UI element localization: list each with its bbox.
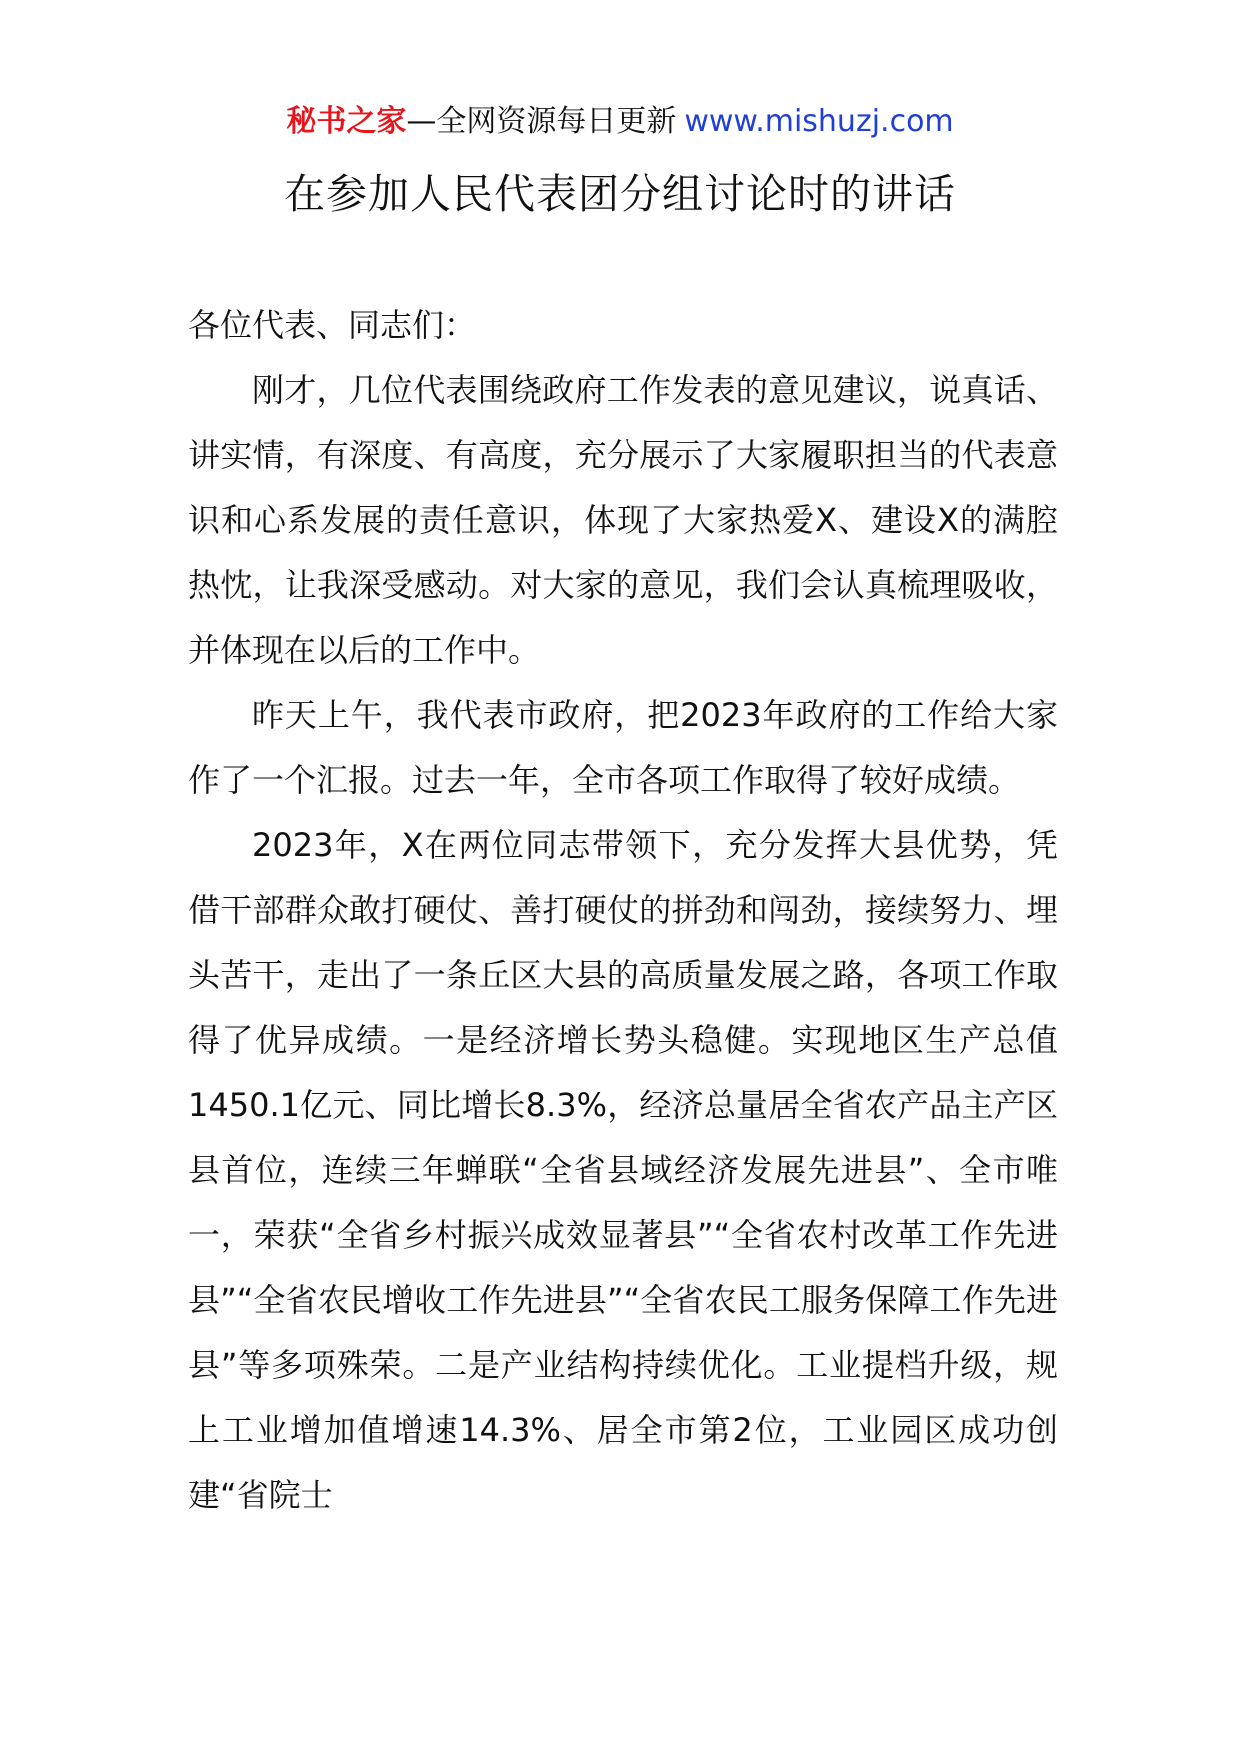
document-title: 在参加人民代表团分组讨论时的讲话 [284, 170, 956, 218]
site-header [0, 100, 1240, 144]
document-body [188, 293, 1058, 1528]
body-paragraph: 昨天上午，我代表市政府，把2023年政府的工作给大家作了一个汇报。过去一年，全市各项工作取得了较好成绩。 [188, 696, 1058, 799]
greeting-line: 各位代表、同志们： [188, 306, 477, 344]
site-url-link[interactable]: www.mishuzj.com [684, 104, 954, 139]
body-paragraph: 刚才，几位代表围绕政府工作发表的意见建议，说真话、讲实情，有深度、有高度，充分展示了大家履职担当的代表意识和心系发展的责任意识，体现了大家热爱X、建设X的满腔热忱，让我深受感动。对大家的意见，我们会认真梳理吸收，并体现在以后的工作中。 [188, 371, 1058, 669]
body-paragraph: 2023年，X在两位同志带领下，充分发挥大县优势，凭借干部群众敢打硬仗、善打硬仗的拼劲和闯劲，接续努力、埋头苦干，走出了一条丘区大县的高质量发展之路，各项工作取得了优异成绩。一是经济增长势头稳健。实现地区生产总值1450.1亿元、同比增长8.3%，经济总量居全省农产品主产区县首位，连续三年蝉联“全省县域经济发展先进县”、全市唯一，荣获“全省乡村振兴成效显著县”“全省农村改革工作先进县”“全省农民增收工作先进县”“全省农民工服务保障工作先进县”等多项殊荣。二是产业结构持续优化。工业提档升级，规上工业增加值增速14.3%、居全市第2位，工业园区成功创建“省院士 [188, 826, 1058, 1514]
site-slogan: —全网资源每日更新 [406, 104, 677, 139]
brand-name: 秘书之家 [286, 104, 407, 139]
